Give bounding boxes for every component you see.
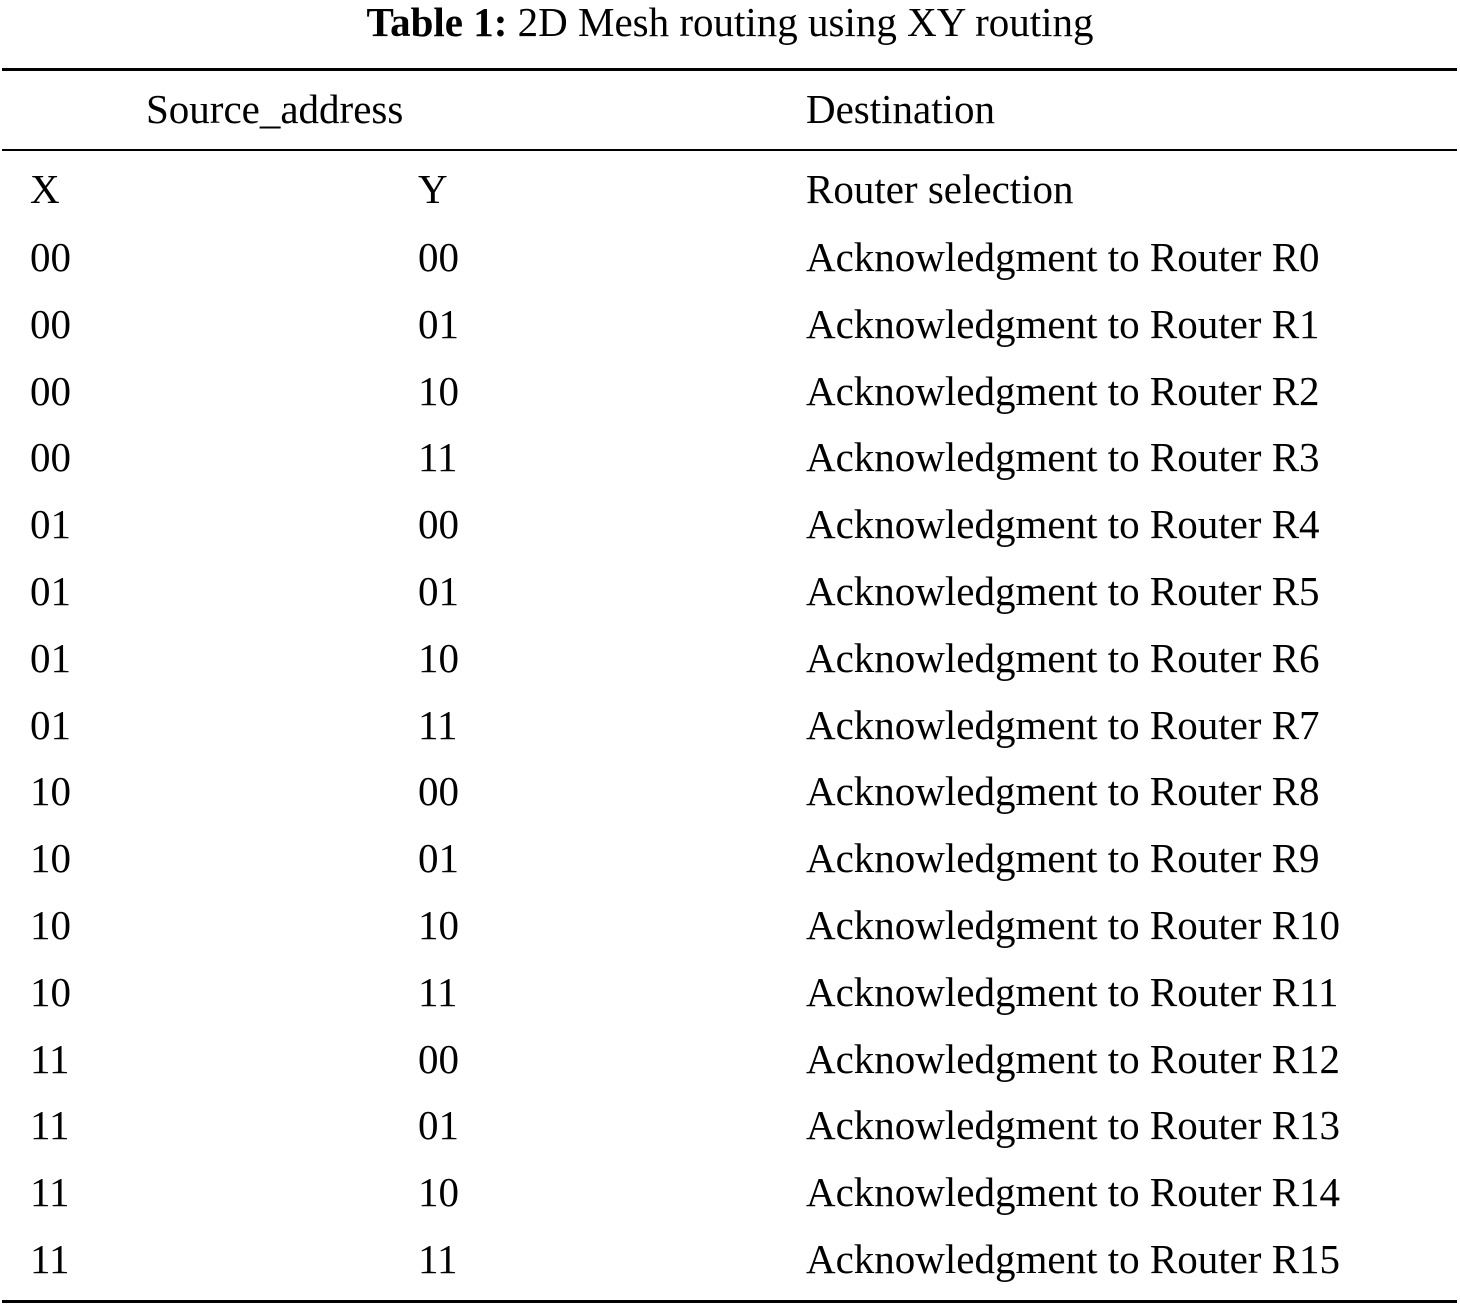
cell-x: 10 <box>30 969 71 1015</box>
cell-y: 10 <box>418 635 459 681</box>
cell-y: 00 <box>418 1036 459 1082</box>
cell-y: 01 <box>418 835 459 881</box>
cell-x: 00 <box>30 234 71 280</box>
cell-y: 11 <box>418 702 458 748</box>
cell-y: 11 <box>418 969 458 1015</box>
cell-x: 01 <box>30 568 71 614</box>
cell-y: 11 <box>418 1236 458 1282</box>
cell-y: 01 <box>418 301 459 347</box>
cell-destination: Acknowledgment to Router R7 <box>806 702 1320 748</box>
cell-x: 11 <box>30 1036 70 1082</box>
header-destination: Destination <box>806 86 996 132</box>
subheader-x: X <box>30 166 60 212</box>
cell-x: 01 <box>30 702 71 748</box>
cell-x: 10 <box>30 902 71 948</box>
cell-x: 11 <box>30 1236 70 1282</box>
cell-destination: Acknowledgment to Router R8 <box>806 768 1320 814</box>
cell-y: 11 <box>418 434 458 480</box>
cell-destination: Acknowledgment to Router R9 <box>806 835 1320 881</box>
cell-destination: Acknowledgment to Router R14 <box>806 1169 1341 1215</box>
cell-x: 00 <box>30 368 71 414</box>
cell-destination: Acknowledgment to Router R2 <box>806 368 1320 414</box>
cell-x: 10 <box>30 835 71 881</box>
cell-destination: Acknowledgment to Router R13 <box>806 1102 1341 1148</box>
cell-y: 00 <box>418 501 459 547</box>
cell-destination: Acknowledgment to Router R15 <box>806 1236 1341 1282</box>
cell-y: 10 <box>418 368 459 414</box>
subheader-y: Y <box>418 166 448 212</box>
header-source-address: Source_address <box>146 86 404 132</box>
cell-y: 00 <box>418 768 459 814</box>
cell-x: 01 <box>30 501 71 547</box>
cell-x: 11 <box>30 1102 70 1148</box>
cell-destination: Acknowledgment to Router R11 <box>806 969 1339 1015</box>
cell-destination: Acknowledgment to Router R10 <box>806 902 1341 948</box>
cell-destination: Acknowledgment to Router R6 <box>806 635 1320 681</box>
cell-y: 10 <box>418 1169 459 1215</box>
cell-destination: Acknowledgment to Router R1 <box>806 301 1320 347</box>
subheader-router-selection: Router selection <box>806 166 1074 212</box>
cell-destination: Acknowledgment to Router R4 <box>806 501 1320 547</box>
cell-destination: Acknowledgment to Router R0 <box>806 234 1320 280</box>
cell-y: 01 <box>418 568 459 614</box>
cell-x: 11 <box>30 1169 70 1215</box>
table-bottom-rule <box>2 1300 1457 1303</box>
table-caption-title: 2D Mesh routing using XY routing <box>517 0 1094 45</box>
cell-destination: Acknowledgment to Router R12 <box>806 1036 1341 1082</box>
cell-y: 10 <box>418 902 459 948</box>
cell-x: 01 <box>30 635 71 681</box>
cell-x: 00 <box>30 434 71 480</box>
cell-x: 00 <box>30 301 71 347</box>
cell-destination: Acknowledgment to Router R5 <box>806 568 1320 614</box>
cell-y: 00 <box>418 234 459 280</box>
cell-x: 10 <box>30 768 71 814</box>
cell-destination: Acknowledgment to Router R3 <box>806 434 1320 480</box>
table-caption-label: Table 1: <box>366 0 508 45</box>
cell-y: 01 <box>418 1102 459 1148</box>
